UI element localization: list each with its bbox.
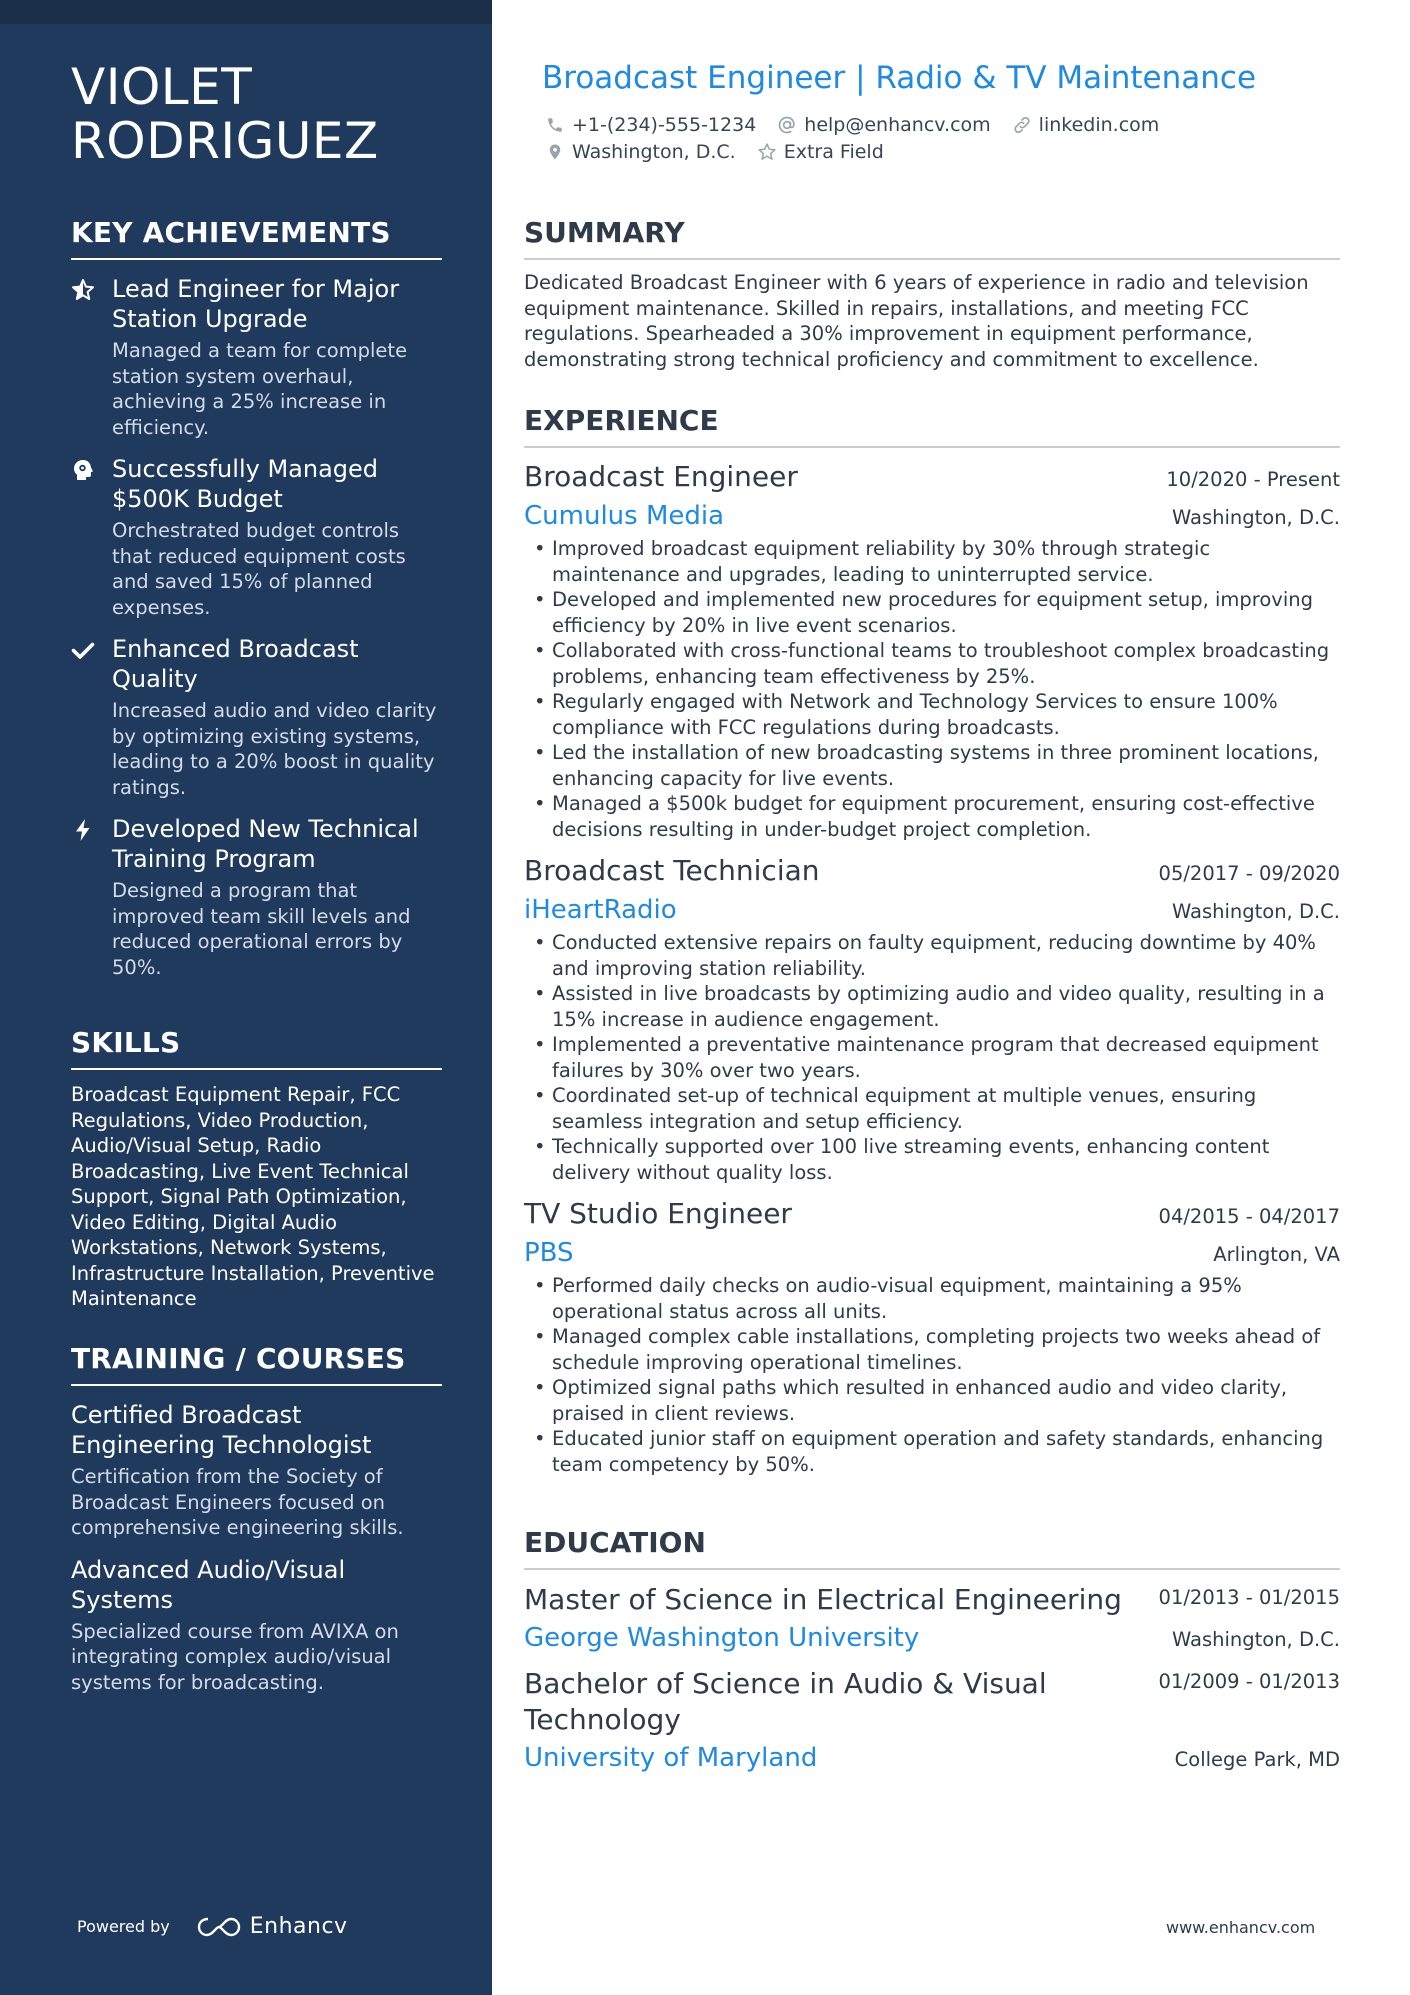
course-item bbox=[71, 1555, 442, 1696]
job-bullet: • Implemented a preventative maintenance program that decreased equipment failures by 30% over two years. bbox=[524, 1032, 1340, 1083]
education-location: Washington, D.C. bbox=[1171, 1628, 1340, 1651]
job-entry bbox=[524, 1197, 1340, 1477]
job-bullets bbox=[524, 930, 1340, 1185]
powered-by-label: Powered by bbox=[77, 1917, 170, 1936]
education-entry bbox=[524, 1666, 1340, 1774]
job-bullet: • Assisted in live broadcasts by optimizing audio and video quality, resulting in a 15% increase in audience engagement. bbox=[524, 981, 1340, 1032]
job-bullet: • Coordinated set-up of technical equipment at multiple venues, ensuring seamless integration and setup efficiency. bbox=[524, 1083, 1340, 1134]
headline: Broadcast Engineer | Radio & TV Maintenance bbox=[542, 60, 1257, 96]
phone-icon bbox=[544, 114, 566, 136]
summary-section bbox=[524, 216, 1340, 372]
job-company: iHeartRadio bbox=[524, 895, 677, 925]
at-icon bbox=[776, 114, 798, 136]
job-bullet: • Led the installation of new broadcasting systems in three prominent locations, enhancing capacity for live events. bbox=[524, 740, 1340, 791]
job-bullet: • Developed and implemented new procedures for equipment setup, improving efficiency by 20% in live event scenarios. bbox=[524, 587, 1340, 638]
contact-location bbox=[544, 141, 736, 163]
star-half-icon bbox=[71, 278, 95, 302]
education-degree: Master of Science in Electrical Engineering bbox=[524, 1583, 1122, 1616]
head-gear-icon bbox=[71, 458, 95, 482]
job-bullet: • Regularly engaged with Network and Technology Services to ensure 100% compliance with FCC regulations during broadcasts. bbox=[524, 689, 1340, 740]
sidebar-top-bar bbox=[0, 0, 492, 24]
achievement-desc: Orchestrated budget controls that reduced equipment costs and saved 15% of planned expenses. bbox=[112, 519, 406, 619]
experience-heading: EXPERIENCE bbox=[524, 404, 1340, 448]
enhancv-logo[interactable] bbox=[196, 1914, 348, 1939]
main-content bbox=[524, 0, 1340, 1995]
contact-info bbox=[544, 111, 1324, 165]
key-achievements-section bbox=[71, 216, 442, 980]
contact-phone[interactable] bbox=[544, 114, 756, 136]
skills-heading: SKILLS bbox=[71, 1026, 442, 1070]
course-desc: Certification from the Society of Broadcast Engineers focused on comprehensive engineering skills. bbox=[71, 1465, 404, 1539]
first-name: VIOLET bbox=[71, 58, 253, 116]
job-dates: 05/2017 - 09/2020 bbox=[1158, 862, 1340, 885]
achievement-desc: Designed a program that improved team skill levels and reduced operational errors by 50%. bbox=[112, 879, 411, 979]
sidebar bbox=[0, 0, 492, 1995]
education-section bbox=[524, 1526, 1340, 1774]
course-desc: Specialized course from AVIXA on integrating complex audio/visual systems for broadcasting. bbox=[71, 1619, 399, 1694]
contact-row bbox=[544, 138, 1324, 165]
job-location: Washington, D.C. bbox=[1171, 900, 1340, 923]
course-item bbox=[71, 1400, 442, 1541]
checkmark-icon bbox=[71, 638, 95, 662]
education-location: College Park, MD bbox=[1174, 1748, 1340, 1771]
achievement-item bbox=[71, 634, 442, 800]
enhancv-logo-icon bbox=[196, 1915, 242, 1939]
linkedin-text: linkedin.com bbox=[1038, 113, 1160, 136]
job-bullets bbox=[524, 536, 1340, 842]
job-company: Cumulus Media bbox=[524, 501, 725, 531]
job-location: Washington, D.C. bbox=[1171, 506, 1340, 529]
job-title: TV Studio Engineer bbox=[524, 1197, 792, 1230]
training-section bbox=[71, 1342, 442, 1695]
candidate-name bbox=[71, 60, 471, 168]
job-bullet: • Managed complex cable installations, completing projects two weeks ahead of schedule improving operational timelines. bbox=[524, 1324, 1340, 1375]
contact-email[interactable] bbox=[776, 114, 990, 136]
achievement-title: Lead Engineer for Major Station Upgrade bbox=[112, 275, 400, 333]
education-entry bbox=[524, 1582, 1340, 1654]
job-entry bbox=[524, 854, 1340, 1185]
job-title: Broadcast Technician bbox=[524, 854, 820, 887]
training-heading: TRAINING / COURSES bbox=[71, 1342, 442, 1386]
location-text: Washington, D.C. bbox=[572, 140, 736, 163]
star-outline-icon bbox=[756, 141, 778, 163]
job-bullet: • Managed a $500k budget for equipment procurement, ensuring cost-effective decisions resulting in under-budget project completion. bbox=[524, 791, 1340, 842]
achievement-title: Successfully Managed $500K Budget bbox=[112, 455, 379, 513]
job-company: PBS bbox=[524, 1238, 574, 1268]
job-title: Broadcast Engineer bbox=[524, 460, 798, 493]
achievement-item bbox=[71, 454, 442, 620]
achievement-title: Enhanced Broadcast Quality bbox=[112, 635, 359, 693]
education-school: George Washington University bbox=[524, 1623, 920, 1653]
job-bullet: • Educated junior staff on equipment operation and safety standards, enhancing team competency by 50%. bbox=[524, 1426, 1340, 1477]
achievement-title: Developed New Technical Training Program bbox=[112, 815, 419, 873]
contact-extra bbox=[756, 141, 884, 163]
job-location: Arlington, VA bbox=[1213, 1243, 1340, 1266]
phone-text: +1-(234)-555-1234 bbox=[572, 113, 757, 136]
skills-section bbox=[71, 1026, 442, 1312]
location-pin-icon bbox=[544, 141, 566, 163]
achievement-item bbox=[71, 274, 442, 440]
course-title: Certified Broadcast Engineering Technologist bbox=[71, 1401, 372, 1459]
achievement-desc: Increased audio and video clarity by optimizing existing systems, leading to a 20% boost in quality ratings. bbox=[112, 699, 437, 799]
extra-text: Extra Field bbox=[783, 140, 884, 163]
education-school: University of Maryland bbox=[524, 1743, 818, 1773]
powered-by bbox=[77, 1914, 348, 1939]
job-bullet: • Performed daily checks on audio-visual equipment, maintaining a 95% operational status across all units. bbox=[524, 1273, 1340, 1324]
job-bullet: • Technically supported over 100 live streaming events, enhancing content delivery without quality loss. bbox=[524, 1134, 1340, 1185]
job-bullet: • Optimized signal paths which resulted in enhanced audio and video clarity, praised in client reviews. bbox=[524, 1375, 1340, 1426]
lightning-icon bbox=[71, 818, 95, 842]
contact-row bbox=[544, 111, 1324, 138]
education-dates: 01/2009 - 01/2013 bbox=[1158, 1670, 1340, 1693]
course-title: Advanced Audio/Visual Systems bbox=[71, 1555, 346, 1614]
link-icon bbox=[1011, 114, 1033, 136]
skills-list: Broadcast Equipment Repair, FCC Regulations, Video Production, Audio/Visual Setup, Radio Broadcasting, Live Event Technical Support, Signal Path Optimization, Video Editing, Digital Audio Workstations, Network Systems, Infrastructure Installation, Preventive Maintenance bbox=[71, 1083, 435, 1310]
enhancv-brand-text: Enhancv bbox=[249, 1914, 348, 1939]
summary-heading: SUMMARY bbox=[524, 216, 1340, 260]
job-dates: 04/2015 - 04/2017 bbox=[1158, 1205, 1340, 1228]
job-bullet: • Conducted extensive repairs on faulty equipment, reducing downtime by 40% and improving station reliability. bbox=[524, 930, 1340, 981]
job-bullet: • Collaborated with cross-functional teams to troubleshoot complex broadcasting problems, enhancing team effectiveness by 25%. bbox=[524, 638, 1340, 689]
footer-url[interactable]: www.enhancv.com bbox=[1166, 1918, 1316, 1937]
job-entry bbox=[524, 460, 1340, 842]
email-text: help@enhancv.com bbox=[804, 113, 991, 136]
job-bullet: • Improved broadcast equipment reliability by 30% through strategic maintenance and upgrades, leading to uninterrupted service. bbox=[524, 536, 1340, 587]
experience-section bbox=[524, 404, 1340, 1477]
summary-text: Dedicated Broadcast Engineer with 6 years of experience in radio and television equipment maintenance. Skilled in repairs, installations, and meeting FCC regulations. Spearheaded a 30% improvement in equipment performance, demonstrating strong technical proficiency and commitment to excellence. bbox=[524, 271, 1309, 371]
job-bullets bbox=[524, 1273, 1340, 1477]
education-degree: Bachelor of Science in Audio & Visual Technology bbox=[524, 1667, 1047, 1736]
contact-linkedin[interactable] bbox=[1011, 114, 1160, 136]
job-dates: 10/2020 - Present bbox=[1166, 468, 1340, 491]
achievement-item bbox=[71, 814, 442, 980]
education-dates: 01/2013 - 01/2015 bbox=[1158, 1586, 1340, 1609]
last-name: RODRIGUEZ bbox=[71, 112, 379, 170]
key-achievements-heading: KEY ACHIEVEMENTS bbox=[71, 216, 442, 260]
education-heading: EDUCATION bbox=[524, 1526, 1340, 1570]
achievement-desc: Managed a team for complete station system overhaul, achieving a 25% increase in efficiency. bbox=[112, 339, 408, 439]
